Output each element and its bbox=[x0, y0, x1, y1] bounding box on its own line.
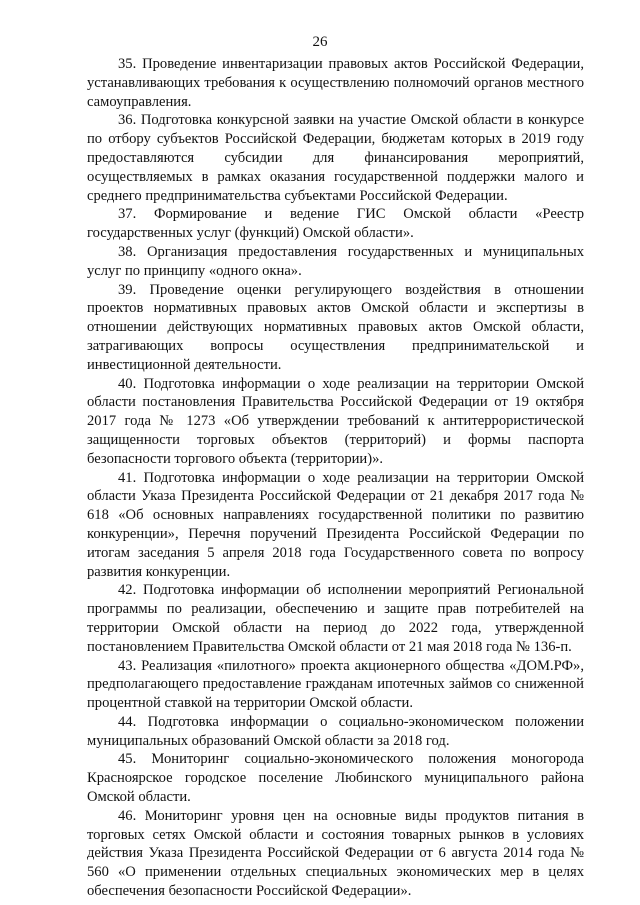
paragraph-45: 45. Мониторинг социально-экономического положения моногорода Красноярское городское поселение Любинского муниципального района Омской области. bbox=[87, 751, 584, 806]
paragraph-35: 35. Проведение инвентаризации правовых актов Российской Федерации, устанавливающих требования к осуществлению полномочий органов местного самоуправления. bbox=[87, 56, 584, 110]
paragraph-46: 46. Мониторинг уровня цен на основные виды продуктов питания в торговых сетях Омской области и состояния товарных рынков в условиях действия Указа Президента Российской Федерации от 6 августа 2014 года № 560 «О применении отдельных специальных экономических мер в целях обеспечения безопасности Российской Федерации». bbox=[87, 807, 584, 900]
paragraph-40: 40. Подготовка информации о ходе реализации на территории Омской области постановления Правительства Российской Федерации от 19 октября 2017 года № 1273 «Об утверждении требований к антитеррористической защищенности торговых объектов (территорий) и формы паспорта безопасности торгового объекта (территории)». bbox=[87, 375, 584, 467]
page-number: 26 bbox=[312, 34, 328, 50]
paragraph-37: 37. Формирование и ведение ГИС Омской области «Реестр государственных услуг (функций) Омской области». bbox=[87, 206, 584, 242]
paragraph-38: 38. Организация предоставления государственных и муниципальных услуг по принципу «одного окна». bbox=[87, 243, 584, 279]
document-body bbox=[87, 55, 584, 901]
paragraph-42: 42. Подготовка информации об исполнении мероприятий Региональной программы по реализации, обеспечению и защите прав потребителей на территории Омской области на период до 2022 года, утвержденной постановлением Правительства Омской области от 21 мая 2018 года № 136-п. bbox=[87, 582, 584, 655]
paragraph-41: 41. Подготовка информации о ходе реализации на территории Омской области Указа Президента Российской Федерации от 21 декабря 2017 года № 618 «Об основных направлениях государственной политики по развитию конкуренции», Перечня поручений Президента Российской Федерации по итогам заседания 5 апреля 2018 года Государственного совета по вопросу развития конкуренции. bbox=[87, 469, 584, 580]
paragraph-44: 44. Подготовка информации о социально-экономическом положении муниципальных образований Омской области за 2018 год. bbox=[87, 713, 584, 749]
paragraph-36: 36. Подготовка конкурсной заявки на участие Омской области в конкурсе по отбору субъектов Российской Федерации, бюджетам которых в 2019 году предоставляются субсидии для финансирования мероприятий, осуществляемых в рамках оказания государственной поддержки малого и среднего предпринимательства субъектами Российской Федерации. bbox=[87, 112, 584, 204]
paragraph-39: 39. Проведение оценки регулирующего воздействия в отношении проектов нормативных правовых актов Омской области и экспертизы в отношении действующих нормативных правовых актов Омской области, затрагивающих вопросы осуществления предпринимательской и инвестиционной деятельности. bbox=[87, 281, 584, 373]
paragraph-43: 43. Реализация «пилотного» проекта акционерного общества «ДОМ.РФ», предполагающего предоставление гражданам ипотечных займов со сниженной процентной ставкой на территории Омской области. bbox=[87, 657, 584, 712]
